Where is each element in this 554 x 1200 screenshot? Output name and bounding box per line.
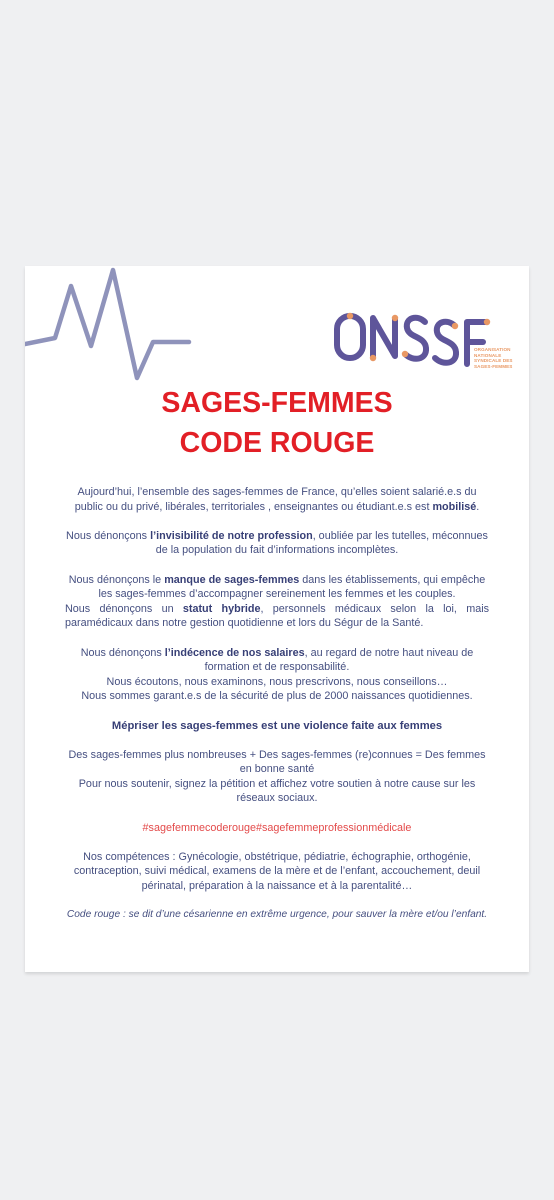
salary-paragraph: Nous dénonçons l’indécence de nos salaires, au regard de notre haut niveau de formation et de responsabilité. [80,646,474,674]
flyer-page [25,266,529,972]
shortage-paragraph: Nous dénonçons le manque de sages-femmes dans les établissements, qui empêche les sages-femmes d’accompagner sereinement les femmes et les couples. [68,573,486,601]
page-title [25,383,529,463]
competences-paragraph: Nos compétences : Gynécologie, obstétrique, pédiatrie, échographie, orthogénie, contraception, suivi médical, examens de la mère et de l’enfant, accouchement, deuil périnatal, préparation à la naissance et à la parentalité… [73,850,481,893]
petition-paragraph: Pour nous soutenir, signez la pétition et affichez votre soutien à notre cause sur les réseaux sociaux. [78,777,476,805]
births-line: Nous sommes garant.e.s de la sécurité de plus de 2000 naissances quotidiennes. [81,690,473,703]
flyer-body [65,485,489,923]
logo-subtitle: ORGANISATION NATIONALE SYNDICALE DES SAGES-FEMMES [474,347,513,369]
onssf-logo [333,306,523,381]
status-paragraph: Nous dénonçons un statut hybride, personnels médicaux selon la loi, mais paramédicaux dans notre gestion quotidienne et lors du Ségur de la Santé. [65,602,490,630]
equation-paragraph: Des sages-femmes plus nombreuses + Des sages-femmes (re)connues = Des femmes en bonne santé [68,748,486,776]
hashtags: #sagefemmecoderouge#sagefemmeprofessionmédicale [142,821,412,834]
footnote: Code rouge : se dit d’une césarienne en extrême urgence, pour sauver la mère et/ou l’enfant. [66,909,488,921]
intro-paragraph: Aujourd’hui, l’ensemble des sages-femmes de France, qu’elles soient salarié.e.s du public ou du privé, libérales, territoriales , enseignantes ou étudiant.e.s est mobilisé. [74,486,480,513]
invisibility-paragraph: Nous dénonçons l’invisibilité de notre profession, oubliée par les tutelles, méconnues de la population du fait d’informations incomplètes. [66,529,488,557]
slogan: Mépriser les sages-femmes est une violence faite aux femmes [111,719,443,732]
heartbeat-line-icon [25,266,215,386]
title-line-2: CODE ROUGE [179,427,375,459]
title-line-1: SAGES-FEMMES [161,387,393,419]
actions-line: Nous écoutons, nous examinons, nous prescrivons, nous conseillons… [106,675,448,688]
